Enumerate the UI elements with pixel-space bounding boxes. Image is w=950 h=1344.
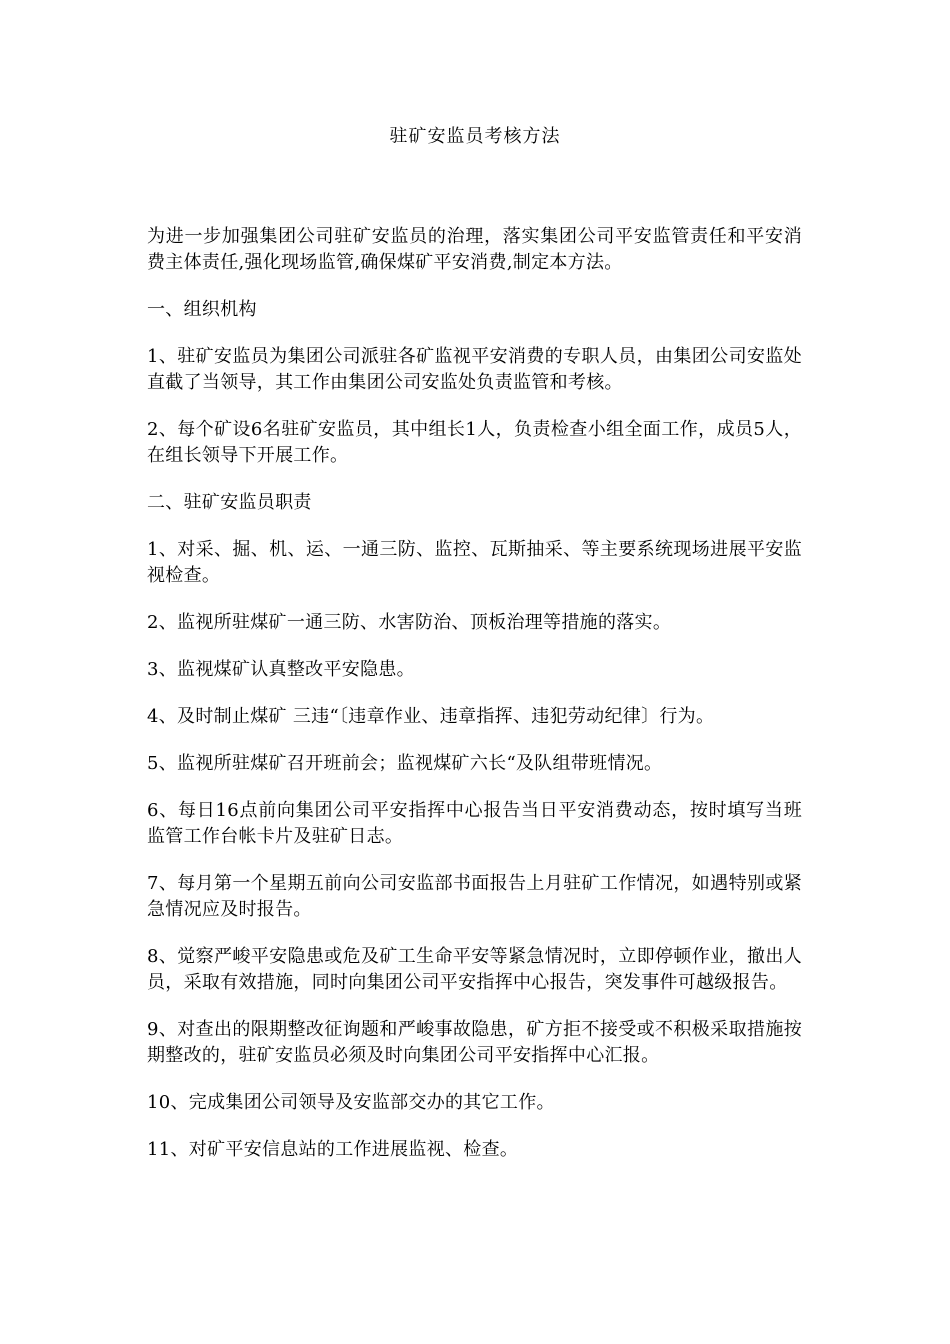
duty-item-2: 2、监视所驻煤矿一通三防、水害防治、顶板治理等措施的落实。 bbox=[147, 612, 672, 633]
duty-item-9: 9、对查出的限期整改征询题和严峻事故隐患，矿方拒不接受或不积极采取措施按期整改的，驻矿安监员必须及时向集团公司平安指挥中心汇报。 bbox=[147, 1019, 802, 1066]
duty-item-1: 1、对采、掘、机、运、一通三防、监控、瓦斯抽采、等主要系统现场进展平安监视检查。 bbox=[147, 539, 802, 586]
duty-item-5: 5、监视所驻煤矿召开班前会；监视煤矿六长“及队组带班情况。 bbox=[147, 753, 663, 774]
organization-item-1: 1、驻矿安监员为集团公司派驻各矿监视平安消费的专职人员，由集团公司安监处直截了当领导，其工作由集团公司安监处负责监管和考核。 bbox=[147, 346, 802, 393]
duty-item-7: 7、每月第一个星期五前向公司安监部书面报告上月驻矿工作情况，如遇特别或紧急情况应及时报告。 bbox=[147, 873, 802, 920]
section-heading-duties: 二、驻矿安监员职责 bbox=[147, 492, 312, 513]
duty-item-4: 4、及时制止煤矿 三违“〔违章作业、违章指挥、违犯劳动纪律〕行为。 bbox=[147, 706, 715, 727]
duty-item-10: 10、完成集团公司领导及安监部交办的其它工作。 bbox=[147, 1092, 555, 1113]
duty-item-6: 6、每日16点前向集团公司平安指挥中心报告当日平安消费动态，按时填写当班监管工作台帐卡片及驻矿日志。 bbox=[147, 800, 802, 847]
duty-item-3: 3、监视煤矿认真整改平安隐患。 bbox=[147, 659, 415, 680]
organization-item-2: 2、每个矿设6名驻矿安监员，其中组长1人，负责检查小组全面工作，成员5人，在组长领导下开展工作。 bbox=[147, 419, 802, 466]
document-title: 驻矿安监员考核方法 bbox=[389, 126, 561, 147]
document-body bbox=[147, 224, 802, 1184]
duty-item-11: 11、对矿平安信息站的工作进展监视、检查。 bbox=[147, 1139, 519, 1160]
section-heading-organization: 一、组织机构 bbox=[147, 299, 257, 320]
duty-item-8: 8、觉察严峻平安隐患或危及矿工生命平安等紧急情况时，立即停顿作业，撤出人员，采取有效措施，同时向集团公司平安指挥中心报告，突发事件可越级报告。 bbox=[147, 946, 802, 993]
intro-paragraph: 为进一步加强集团公司驻矿安监员的治理，落实集团公司平安监管责任和平安消费主体责任,强化现场监管,确保煤矿平安消费,制定本方法。 bbox=[147, 226, 802, 273]
